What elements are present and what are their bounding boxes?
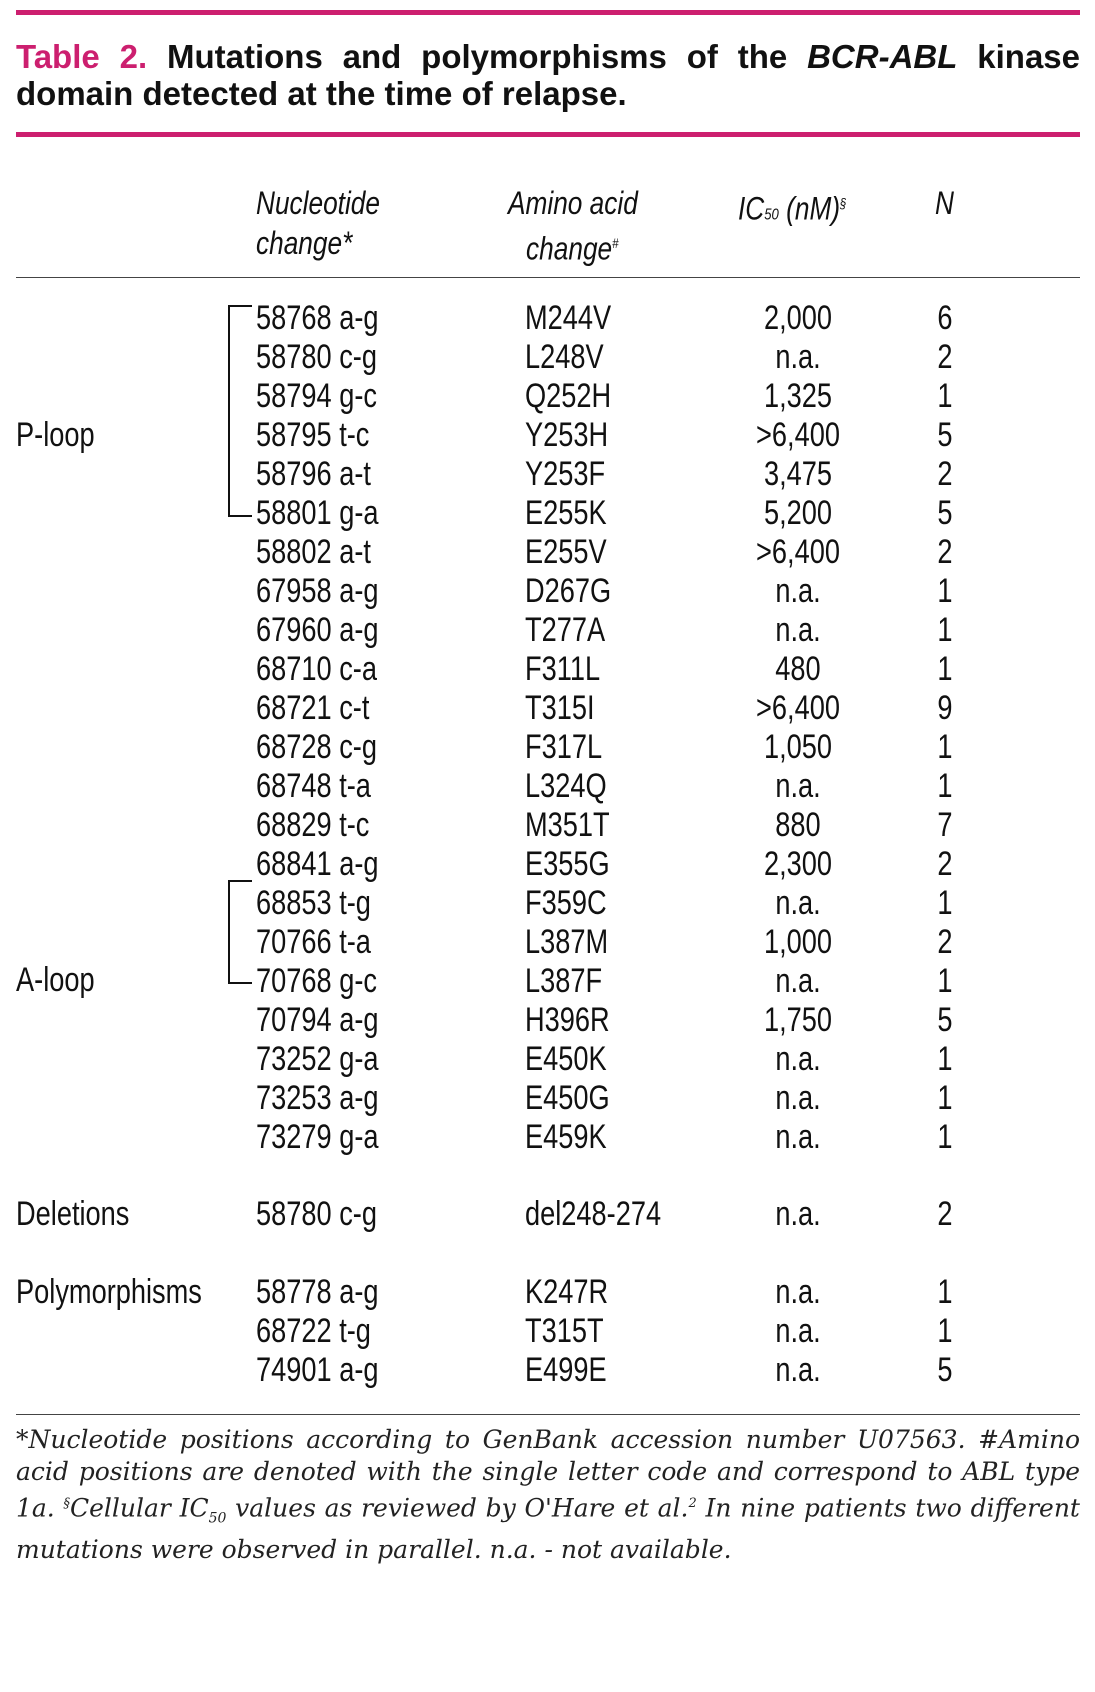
patient-count: 9 [937, 689, 953, 727]
patient-count: 1 [937, 728, 953, 766]
patient-count: 1 [937, 1273, 953, 1311]
top-rule [16, 10, 1080, 15]
ic50-value: n.a. [775, 767, 821, 805]
patient-count: 1 [937, 1118, 953, 1156]
amino-acid-change: L324Q [525, 767, 607, 805]
nucleotide-change: 67960 a-g [256, 611, 379, 649]
footnote-part1: *Nucleotide positions according to GenBank accession number U07563. #Amino acid positions are denoted with the single letter code and correspond to ABL type 1a. [16, 1425, 1080, 1523]
nucleotide-change: 70766 t-a [256, 923, 371, 961]
amino-acid-change: Y253H [525, 416, 609, 454]
ic50-value: n.a. [775, 1273, 821, 1311]
group-label-polymorphisms: Polymorphisms [16, 1273, 202, 1311]
nucleotide-change: 58796 a-t [256, 455, 371, 493]
footer-rule [16, 1414, 1080, 1415]
header-ic-sub: 50 [764, 206, 779, 224]
patient-count: 7 [937, 806, 953, 844]
group-label-ploop: P-loop [16, 416, 95, 454]
amino-acid-change: Y253F [525, 455, 606, 493]
ic50-value: n.a. [775, 611, 821, 649]
nucleotide-change: 58778 a-g [256, 1273, 379, 1311]
header-amino-line1: Amino acid [508, 185, 638, 221]
ic50-value: 880 [775, 806, 821, 844]
amino-acid-change: M351T [525, 806, 610, 844]
patient-count: 1 [937, 1079, 953, 1117]
patient-count: 5 [937, 494, 953, 532]
patient-count: 2 [937, 845, 953, 883]
header-amino-text: change [526, 230, 613, 267]
nucleotide-change: 58801 g-a [256, 494, 379, 532]
ic50-value: 2,300 [763, 845, 833, 883]
nucleotide-change: 58795 t-c [256, 416, 370, 454]
patient-count: 1 [937, 572, 953, 610]
amino-acid-change: Q252H [525, 377, 612, 415]
nucleotide-change: 74901 a-g [256, 1351, 379, 1389]
amino-acid-change: H396R [525, 1001, 610, 1039]
nucleotide-change: 68748 t-a [256, 767, 371, 805]
amino-acid-change: E499E [525, 1351, 607, 1389]
nucleotide-change: 73279 g-a [256, 1118, 379, 1156]
amino-acid-change: E450K [525, 1040, 607, 1078]
ploop-bracket [228, 305, 252, 517]
table-footnote [16, 1424, 1080, 1566]
ic50-value: >6,400 [756, 533, 840, 571]
caption-rule [16, 132, 1080, 137]
footnote-part2: Cellular IC [69, 1493, 209, 1523]
patient-count: 1 [937, 1040, 953, 1078]
nucleotide-change: 68728 c-g [256, 728, 377, 766]
ic50-value: 1,325 [763, 377, 833, 415]
nucleotide-change: 68722 t-g [256, 1312, 371, 1350]
ic50-value: n.a. [775, 572, 821, 610]
patient-count: 1 [937, 884, 953, 922]
ic50-value: 1,750 [763, 1001, 833, 1039]
patient-count: 5 [937, 416, 953, 454]
caption-text-before: Mutations and polymorphisms of the [147, 38, 808, 75]
footnote-mark: § [63, 1496, 70, 1511]
nucleotide-change: 58802 a-t [256, 533, 371, 571]
patient-count: 1 [937, 962, 953, 1000]
header-ic-main: IC [738, 190, 765, 227]
amino-acid-change: E459K [525, 1118, 607, 1156]
ic50-value: n.a. [775, 338, 821, 376]
deletion-ic50: n.a. [775, 1195, 821, 1233]
amino-acid-change: E255K [525, 494, 607, 532]
nucleotide-change: 73253 a-g [256, 1079, 379, 1117]
footnote-part4: In nine patients two different mutations were observed in parallel. n.a. - not available. [16, 1493, 1080, 1565]
amino-acid-change: F359C [525, 884, 607, 922]
header-amino-line2 [508, 223, 638, 269]
patient-count: 5 [937, 1001, 953, 1039]
caption-label: Table 2. [16, 38, 148, 75]
caption-text-after: kinase domain detected at the time of relapse. [16, 38, 1080, 112]
header-ic-mark: § [840, 195, 847, 211]
aloop-bracket [228, 880, 252, 984]
nucleotide-change: 68853 t-g [256, 884, 371, 922]
nucleotide-change: 68710 c-a [256, 650, 377, 688]
nucleotide-change: 58780 c-g [256, 338, 377, 376]
ic50-value: n.a. [775, 1118, 821, 1156]
header-nucleotide-line2: change* [256, 225, 353, 261]
nucleotide-change: 68841 a-g [256, 845, 379, 883]
amino-acid-change: L248V [525, 338, 604, 376]
amino-acid-change: M244V [525, 299, 612, 337]
nucleotide-change: 58768 a-g [256, 299, 379, 337]
group-label-aloop: A-loop [16, 961, 95, 999]
nucleotide-change: 70794 a-g [256, 1001, 379, 1039]
header-n: N [935, 185, 954, 221]
ic50-value: n.a. [775, 962, 821, 1000]
table-caption [16, 38, 1080, 112]
amino-acid-change: L387F [525, 962, 603, 1000]
nucleotide-change: 68721 c-t [256, 689, 370, 727]
patient-count: 1 [937, 377, 953, 415]
patient-count: 1 [937, 767, 953, 805]
header-ic50 [738, 183, 846, 236]
caption-gene: BCR-ABL [807, 38, 958, 75]
ic50-value: n.a. [775, 1312, 821, 1350]
ic50-value: 480 [775, 650, 821, 688]
ic50-value: 2,000 [763, 299, 833, 337]
amino-acid-change: F317L [525, 728, 603, 766]
amino-acid-change: L387M [525, 923, 609, 961]
ic50-value: 3,475 [763, 455, 833, 493]
ic50-value: n.a. [775, 1079, 821, 1117]
amino-acid-change: K247R [525, 1273, 609, 1311]
header-amino-mark: # [612, 235, 619, 251]
amino-acid-change: E255V [525, 533, 607, 571]
footnote-sub: 50 [208, 1510, 227, 1527]
patient-count: 2 [937, 533, 953, 571]
amino-acid-change: T277A [525, 611, 606, 649]
footnote-part3: values as reviewed by O'Hare et al. [226, 1493, 689, 1523]
patient-count: 1 [937, 650, 953, 688]
patient-count: 2 [937, 338, 953, 376]
deletion-amino: del248-274 [525, 1195, 662, 1233]
ic50-value: >6,400 [756, 416, 840, 454]
amino-acid-change: D267G [525, 572, 612, 610]
amino-acid-change: E450G [525, 1079, 610, 1117]
patient-count: 2 [937, 923, 953, 961]
ic50-value: n.a. [775, 884, 821, 922]
header-rule [16, 277, 1080, 278]
patient-count: 1 [937, 611, 953, 649]
header-nucleotide [256, 183, 380, 263]
nucleotide-change: 73252 g-a [256, 1040, 379, 1078]
amino-acid-change: F311L [525, 650, 601, 688]
ic50-value: >6,400 [756, 689, 840, 727]
patient-count: 1 [937, 1312, 953, 1350]
patient-count: 2 [937, 455, 953, 493]
amino-acid-change: T315I [525, 689, 595, 727]
group-label-deletions: Deletions [16, 1195, 130, 1233]
amino-acid-change: T315T [525, 1312, 604, 1350]
patient-count: 5 [937, 1351, 953, 1389]
nucleotide-change: 67958 a-g [256, 572, 379, 610]
ic50-value: 1,050 [763, 728, 833, 766]
ic50-value: 5,200 [763, 494, 833, 532]
header-amino [508, 183, 638, 269]
ic50-value: n.a. [775, 1351, 821, 1389]
ic50-value: n.a. [775, 1040, 821, 1078]
nucleotide-change: 68829 t-c [256, 806, 370, 844]
ic50-value: 1,000 [763, 923, 833, 961]
nucleotide-change: 58794 g-c [256, 377, 377, 415]
nucleotide-change: 70768 g-c [256, 962, 377, 1000]
header-ic-unit: (nM) [778, 190, 841, 227]
deletion-nucleotide: 58780 c-g [256, 1195, 377, 1233]
header-nucleotide-line1: Nucleotide [256, 185, 380, 221]
patient-count: 6 [937, 299, 953, 337]
footnote-ref: 2 [688, 1496, 697, 1511]
deletion-n: 2 [937, 1195, 953, 1233]
amino-acid-change: E355G [525, 845, 610, 883]
